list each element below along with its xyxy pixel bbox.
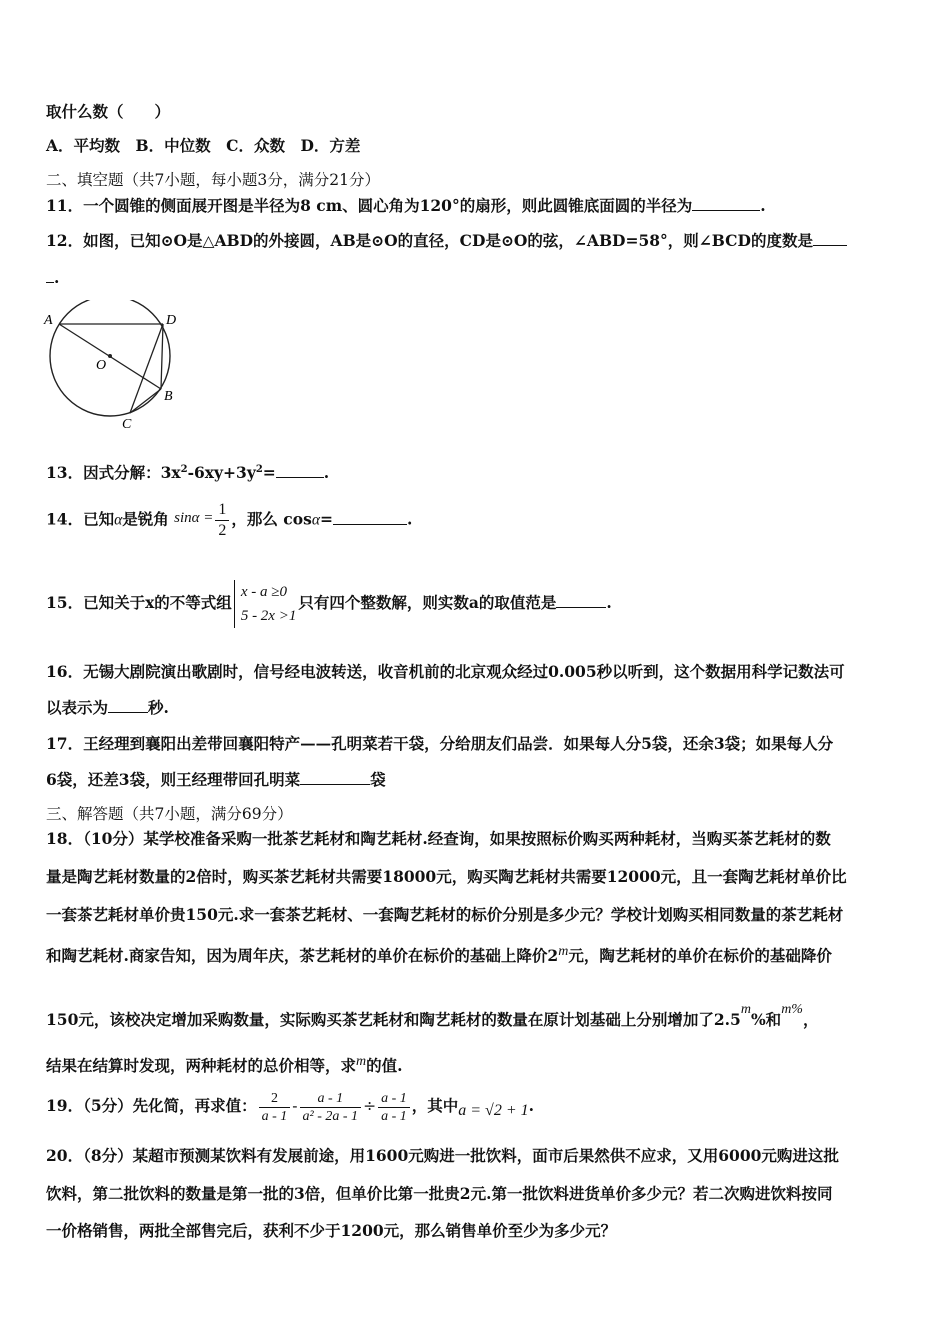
answer-blank: [108, 698, 148, 713]
label-a: A: [44, 313, 53, 328]
fraction-2: [300, 1090, 362, 1125]
fraction-3-num: a - 1: [378, 1090, 410, 1108]
q18-line3: 一套茶艺耗材单价贵150元.求一套茶艺耗材、一套陶艺耗材的标价分别是多少元？学校计划购买相同数量的茶艺耗材: [46, 905, 844, 924]
answer-blank: [556, 593, 606, 608]
sin-expression: sinα =: [174, 510, 214, 526]
fraction-1: [259, 1090, 291, 1125]
fraction-2-num: a - 1: [300, 1090, 362, 1108]
q11: 11．一个圆锥的侧面展开图是半径为8 cm、圆心角为120°的扇形，则此圆锥底面圆的半径为 .: [46, 196, 766, 215]
q15-text-a: 15．已知关于x的不等式组: [46, 593, 232, 612]
center-point: [108, 354, 112, 358]
q12-line2: [46, 268, 59, 288]
q15: 15．已知关于x的不等式组 x - a ≥0 5 - 2x >1 只有四个整数解，则实数a的取值范是 .: [46, 578, 612, 628]
inequality-row-1: x - a ≥0: [240, 584, 287, 600]
variable-m: m: [558, 944, 569, 959]
q17-line1: 17．王经理到襄阳出差带回襄阳特产——孔明菜若干袋，分给朋友们品尝．如果每人分5袋，还余3袋；如果每人分: [46, 734, 834, 753]
section-2-title: 二、填空题（共7小题，每小题3分，满分21分）: [46, 171, 380, 189]
divide-sign: ÷: [363, 1097, 377, 1115]
q18-line1: 18．（10分）某学校准备采购一批茶艺耗材和陶艺耗材.经查询，如果按照标价购买两种耗材，当购买茶艺耗材的数: [46, 829, 831, 848]
q20-line1: 20．（8分）某超市预测某饮料有发展前途，用1600元购进一批饮料，面市后果然供不应求，又用6000元购进这批: [46, 1146, 839, 1165]
fraction-numerator: 1: [215, 500, 229, 521]
alpha-symbol: α: [114, 511, 123, 529]
q14-text-b: 是锐角: [122, 509, 169, 529]
answer-blank: [276, 463, 324, 478]
q17-line2: [46, 770, 386, 790]
q13: 13．因式分解：$3x^2-6xy+3y^2=$ .: [46, 463, 330, 483]
answer-blank: [813, 231, 847, 246]
variable-m: m: [740, 1002, 751, 1017]
q20-line2: 饮料，第二批饮料的数量是第一批的3倍，但单价比第一批贵2元.第一批饮料进货单价多少元？若二次购进饮料按同: [46, 1184, 833, 1203]
inequality-system: [234, 580, 297, 628]
q18-text-6a: 结果在结算时发现，两种耗材的总价相等，求: [46, 1056, 357, 1076]
q17-text-b: 袋: [370, 770, 386, 789]
fraction-1-num: 2: [259, 1090, 291, 1108]
q10-options: A．平均数 B．中位数 C．众数 D．方差: [46, 136, 361, 155]
q16-text-a: 以表示为: [46, 698, 109, 717]
q11-text: 11．一个圆锥的侧面展开图是半径为8 cm、圆心角为120°的扇形，则此圆锥底面圆的半径为: [46, 196, 693, 215]
q15-text-b: 只有四个整数解，则实数a的取值范是: [298, 593, 557, 612]
fraction-2-den: a² - 2a - 1: [302, 1108, 359, 1124]
label-c: C: [122, 417, 132, 432]
q19-text-d: .: [528, 1096, 535, 1115]
q16-text-b: 秒.: [148, 698, 169, 717]
q18-text-4a: 和陶艺耗材.商家告知，因为周年庆，茶艺耗材的单价在标价的基础上降价2: [46, 946, 559, 966]
q14-text-d: =: [319, 509, 333, 529]
q13-sup1: 2: [180, 464, 188, 475]
q18-text-5b: %和: [750, 1010, 782, 1029]
answer-blank: [46, 268, 54, 283]
alpha-symbol: α: [311, 511, 320, 529]
variable-m-percent: m%: [781, 1002, 803, 1017]
q18-text-6b: 的值.: [366, 1056, 403, 1076]
answer-blank: [300, 770, 370, 785]
q19-text-a: 19．（5分）先化简，再求值：: [46, 1096, 257, 1115]
q14-text-a: 14．已知: [46, 509, 115, 529]
q18-line4: [46, 942, 832, 966]
circle-figure: [40, 300, 190, 432]
fraction-3-den: a - 1: [381, 1108, 407, 1124]
q19: [46, 1088, 534, 1129]
q20-line3: 一价格销售，两批全部售完后，获利不少于1200元，那么销售单价至少为多少元？: [46, 1221, 617, 1240]
q18-text-5a: 150元，该校决定增加采购数量，实际购买茶艺耗材和陶艺耗材的数量在原计划基础上分别增加了2.5: [46, 1010, 741, 1029]
q18-line6: [46, 1052, 403, 1076]
fraction-1-den: a - 1: [261, 1108, 288, 1124]
answer-blank: [692, 196, 760, 211]
q19-expression: a = √2 + 1: [458, 1102, 529, 1119]
fraction-3: [378, 1090, 410, 1125]
q18-line2: 量是陶艺耗材数量的2倍时，购买茶艺耗材共需要18000元，购买陶艺耗材共需要12000元，且一套陶艺耗材单价比: [46, 867, 847, 886]
q16-line1: 16．无锡大剧院演出歌剧时，信号经电波转送，收音机前的北京观众经过0.005秒以听到，这个数据用科学记数法可: [46, 662, 845, 681]
fraction-half: [215, 500, 229, 541]
section-3-title: 三、解答题（共7小题，满分69分）: [46, 805, 293, 823]
q19-text-b: ，其中: [411, 1096, 459, 1115]
label-o: O: [96, 358, 107, 373]
q14: 14．已知α是锐角 sinα = $\frac{1}{2}$ ，那么 cosα= .: [46, 501, 413, 539]
q14-text-c: ，那么 cos: [231, 509, 312, 529]
q17-text-a: 6袋，还差3袋，则王经理带回孔明菜: [46, 770, 301, 789]
q10-tail: 取什么数（ ）: [46, 102, 171, 121]
q13-text-b: -6xy+3y: [187, 463, 256, 483]
q18-text-4b: 元，陶艺耗材的单价在标价的基础降价: [568, 946, 832, 966]
variable-m: m: [356, 1054, 367, 1069]
q13-text-c: =: [262, 463, 276, 483]
q18-line5: [46, 1000, 818, 1030]
label-b: B: [164, 389, 173, 404]
q12-period: .: [54, 268, 60, 287]
label-d: D: [166, 313, 177, 328]
q18-text-5c: ，: [802, 1010, 819, 1029]
minus-sign: -: [292, 1097, 298, 1115]
q12-text: 12．如图，已知⊙O是△ABD的外接圆，AB是⊙O的直径，CD是⊙O的弦，∠ABD=58°，则∠BCD的度数是: [46, 231, 813, 250]
q16-line2: [46, 698, 169, 718]
q13-text-a: 13．因式分解：3x: [46, 463, 181, 483]
fraction-denominator: 2: [218, 522, 227, 539]
q12-line1: [46, 231, 847, 251]
answer-blank: [333, 510, 407, 525]
inequality-row-2: 5 - 2x >1: [240, 608, 297, 624]
chord-db: [161, 324, 163, 389]
q13-sup2: 2: [255, 464, 263, 475]
